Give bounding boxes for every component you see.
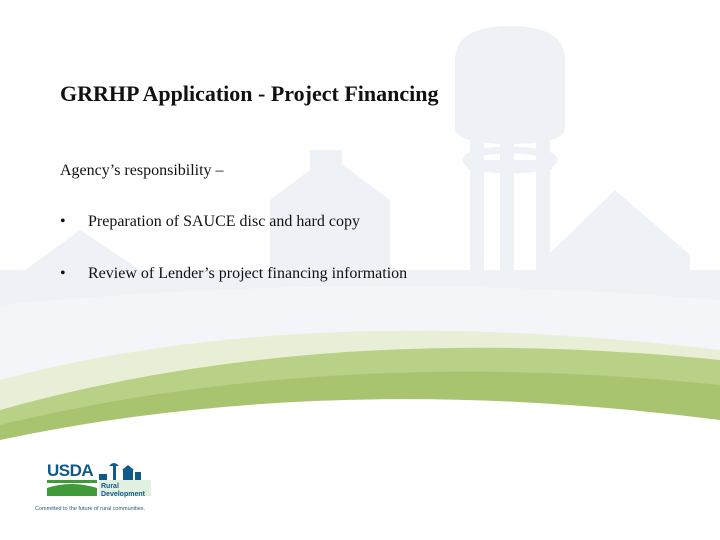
bullet-text: Preparation of SAUCE disc and hard copy [88,213,360,230]
logo-tagline: Committed to the future of rural communities. [35,506,146,512]
slide-title: GRRHP Application - Project Financing [60,81,439,106]
usda-rural-development-logo [35,458,175,518]
usda-wordmark: USDA [47,461,94,480]
slide-subtitle: Agency’s responsibility – [60,162,224,179]
rural-skyline-icon [99,463,141,480]
bullet-marker: • [60,265,66,282]
development-label: Development [101,491,145,498]
rural-label: Rural [101,483,119,490]
bullet-marker: • [60,213,66,230]
bullet-text: Review of Lender’s project financing information [88,265,408,282]
